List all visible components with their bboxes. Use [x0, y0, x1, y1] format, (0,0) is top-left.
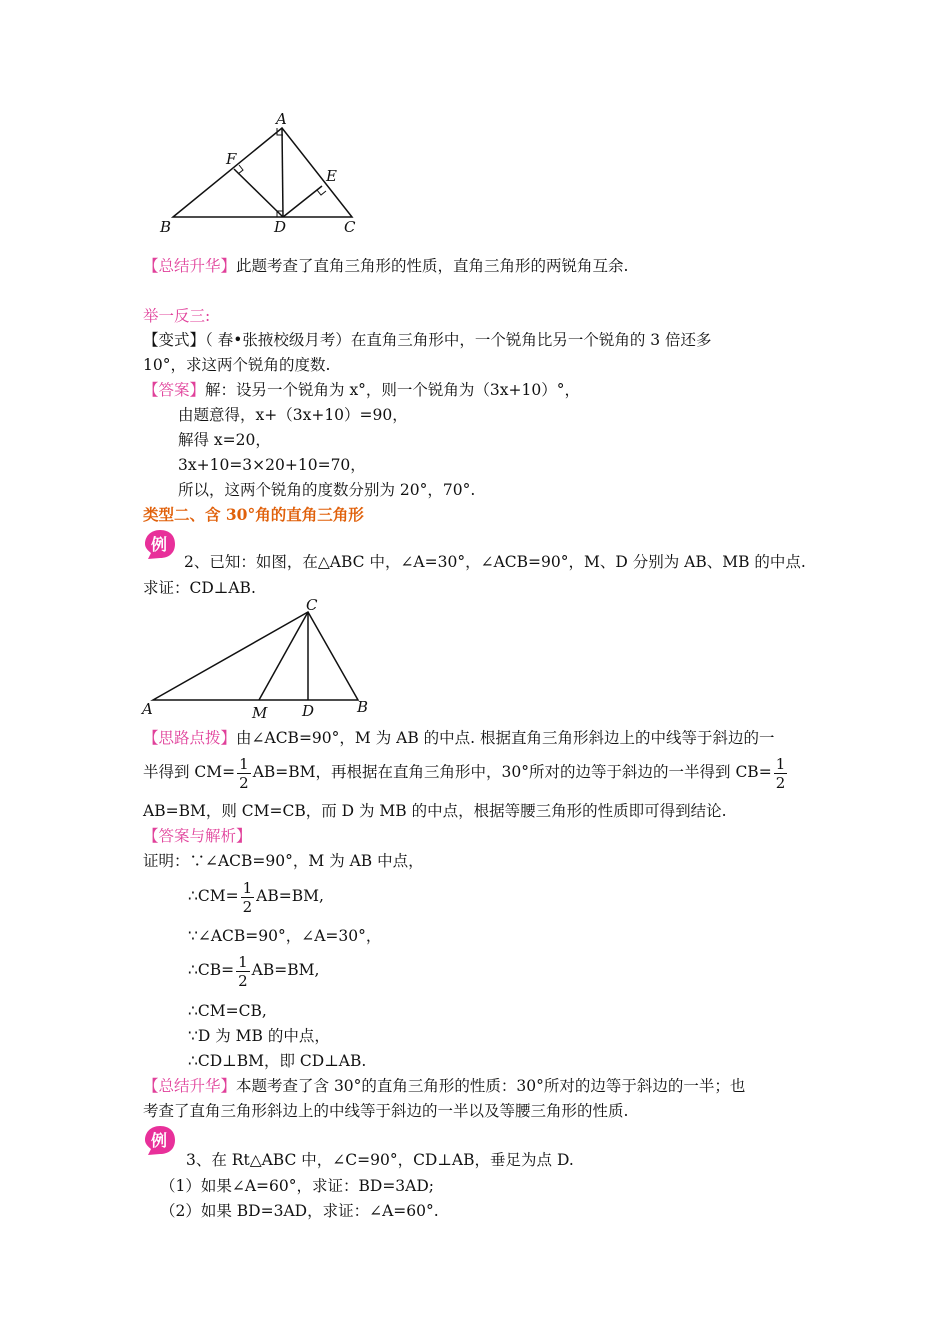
example-3-line-2: （1）如果∠A=60°，求证：BD=3AD; — [160, 1177, 435, 1195]
answer-1-text-1: 解：设另一个锐角为 x°，则一个锐角为（3x+10）°， — [205, 381, 580, 399]
label-C-2: C — [306, 596, 318, 614]
answer-1-line-2: 由题意得，x+（3x+10）=90， — [178, 406, 408, 424]
label-A-2: A — [142, 700, 153, 718]
label-E: E — [326, 167, 337, 185]
solution-tag: 【答案与解析】 — [143, 827, 252, 845]
fraction-numerator: 1 — [775, 754, 786, 773]
solution-line-3: ∵∠ACB=90°，∠A=30°， — [188, 927, 382, 945]
fraction-denominator: 2 — [239, 773, 249, 792]
example-badge-icon — [144, 1124, 176, 1156]
hint-tag: 【思路点拨】 — [143, 729, 237, 747]
variant-line-2: 10°，求这两个锐角的度数. — [143, 356, 331, 374]
label-D: D — [274, 218, 287, 236]
fraction-numerator: 1 — [239, 754, 249, 773]
label-F: F — [226, 150, 237, 168]
example-3-line-1: 3、在 Rt△ABC 中，∠C=90°，CD⊥AB，垂足为点 D. — [186, 1151, 574, 1169]
answer-1-tag: 【答案】 — [143, 381, 206, 399]
hint-line-3: AB=BM，则 CM=CB，而 D 为 MB 的中点，根据等腰三角形的性质即可得到结论. — [143, 802, 727, 820]
summary-2-line-2: 考查了直角三角形斜边上的中线等于斜边的一半以及等腰三角形的性质. — [143, 1102, 629, 1120]
example-2-line-2: 求证：CD⊥AB. — [143, 579, 256, 597]
figure-1-triangle — [150, 108, 370, 238]
label-M-2: M — [252, 704, 268, 722]
summary-2-text-1: 本题考查了含 30°的直角三角形的性质：30°所对的边等于斜边的一半；也 — [236, 1077, 746, 1095]
variant-line-1 — [143, 330, 712, 350]
answer-1-line-5: 所以，这两个锐角的度数分别为 20°，70°. — [178, 481, 476, 499]
solution-line-5: ∴CM=CB, — [188, 1002, 267, 1020]
solution-line-6: ∵D 为 MB 的中点， — [188, 1027, 330, 1045]
example-3-badge-text: 例 — [151, 1131, 168, 1150]
type-2-heading: 类型二、含 30°角的直角三角形 — [143, 505, 364, 524]
fraction-numerator: 1 — [242, 878, 253, 897]
fraction-half — [237, 755, 251, 792]
hint-line-2 — [143, 752, 789, 792]
solution-line-4 — [188, 950, 319, 990]
solution-line-2 — [188, 876, 324, 916]
solution-text-2b: AB=BM, — [256, 887, 324, 905]
fraction-numerator: 1 — [238, 952, 248, 971]
label-A: A — [276, 110, 287, 128]
answer-1-line-3: 解得 x=20， — [178, 431, 271, 449]
fraction-denominator: 2 — [238, 971, 248, 990]
hint-text-2a: 半得到 CM= — [143, 763, 236, 781]
summary-2-tag: 【总结升华】 — [143, 1077, 237, 1095]
fraction-half — [241, 879, 255, 916]
summary-2-line-1 — [143, 1076, 745, 1096]
hint-line-1 — [143, 728, 775, 748]
label-B-2: B — [357, 698, 369, 716]
example-2-badge-text: 例 — [151, 535, 168, 554]
fraction-half — [236, 953, 250, 990]
example-3-line-3: （2）如果 BD=3AD，求证：∠A=60°. — [160, 1202, 439, 1220]
label-C: C — [344, 218, 356, 236]
fraction-denominator: 2 — [775, 773, 786, 792]
hint-text-2b: AB=BM，再根据在直角三角形中，30°所对的边等于斜边的一半得到 CB= — [252, 763, 772, 781]
summary-1 — [143, 256, 628, 276]
example-badge-icon — [144, 528, 176, 560]
figure-2-triangle — [140, 594, 380, 724]
summary-1-text: 此题考查了直角三角形的性质，直角三角形的两锐角互余. — [236, 257, 629, 275]
solution-text-2a: ∴CM= — [188, 887, 239, 905]
variant-text-1: （ 春•张掖校级月考）在直角三角形中，一个锐角比另一个锐角的 3 倍还多 — [205, 331, 712, 349]
label-B: B — [160, 218, 172, 236]
fraction-half — [774, 755, 788, 792]
label-D-2: D — [302, 702, 315, 720]
answer-1-line-1 — [143, 380, 580, 400]
practice-heading: 举一反三: — [143, 307, 211, 325]
solution-line-7: ∴CD⊥BM，即 CD⊥AB. — [188, 1052, 367, 1070]
variant-tag: 【变式】 — [143, 331, 206, 349]
example-2-line-1: 2、已知：如图，在△ABC 中，∠A=30°，∠ACB=90°，M、D 分别为 AB、MB 的中点. — [184, 553, 806, 571]
hint-text-1: 由∠ACB=90°，M 为 AB 的中点. 根据直角三角形斜边上的中线等于斜边的一 — [236, 729, 775, 747]
solution-line-1: 证明：∵∠ACB=90°，M 为 AB 中点， — [143, 852, 424, 870]
fraction-denominator: 2 — [242, 897, 253, 916]
answer-1-line-4: 3x+10=3×20+10=70， — [178, 456, 366, 474]
summary-1-tag: 【总结升华】 — [143, 257, 237, 275]
solution-text-4a: ∴CB= — [188, 961, 235, 979]
solution-text-4b: AB=BM, — [251, 961, 320, 979]
